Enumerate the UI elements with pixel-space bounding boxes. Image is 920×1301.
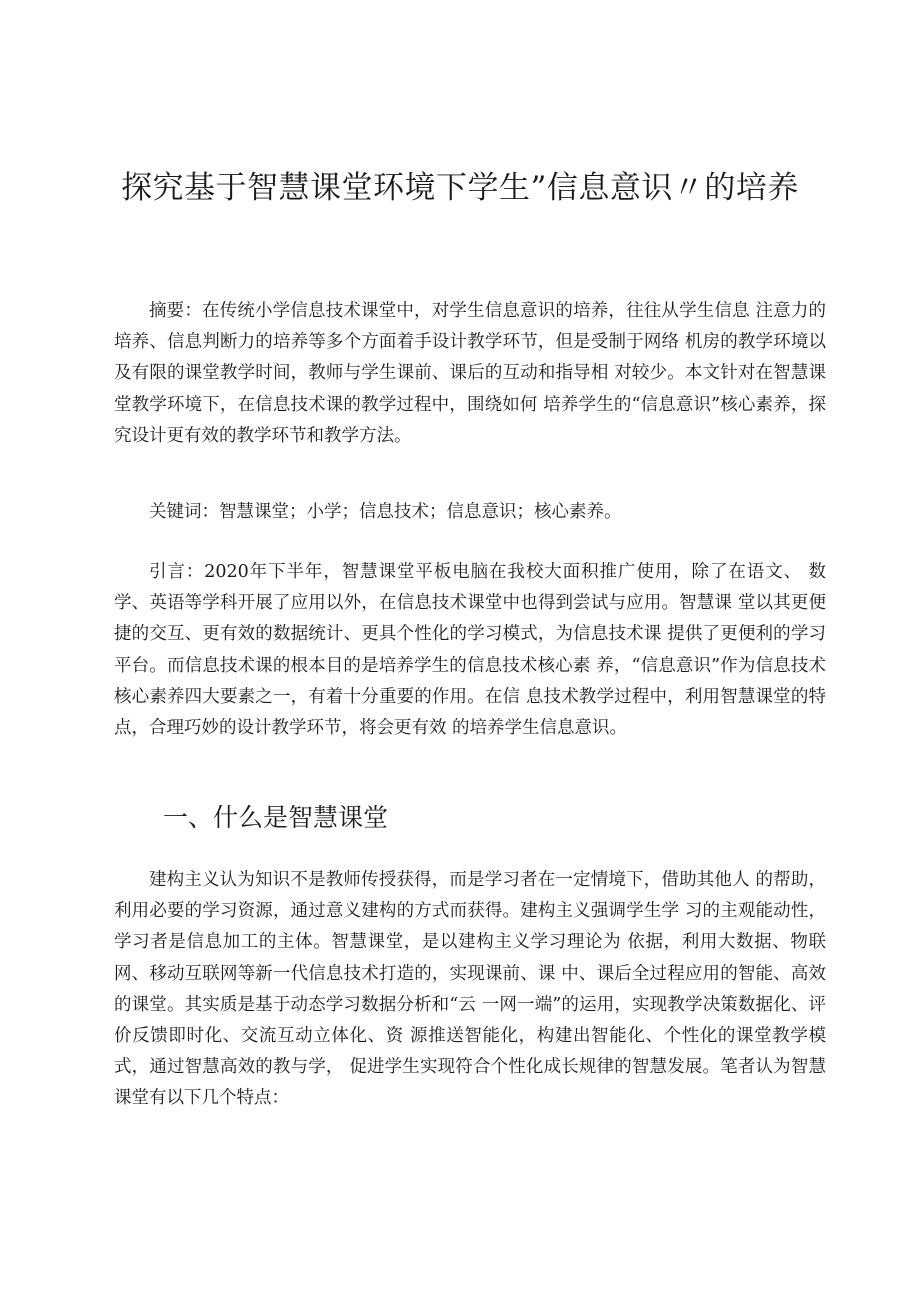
section-1-paragraph-1: 建构主义认为知识不是教师传授获得，而是学习者在一定情境下，借助其他人 的帮助，利用必要的学习资源，通过意义建构的方式而获得。建构主义强调学生学 习的主观能动性，学习者是信息加工的主体。智慧课堂，是以建构主义学习理论为 依据，利用大数据、物联网、移动互联网等新一代信息技术打造的，实现课前、课 中、课后全过程应用的智能、高效的课堂。其实质是基于动态学习数据分析和“云 一网一端”的运用，实现教学决策数据化、评价反馈即时化、交流互动立体化、资 源推送智能化，构建出智能化、个性化的课堂教学模式，通过智慧高效的教与学， 促进学生实现符合个性化成长规律的智慧发展。笔者认为智慧课堂有以下几个特点： — [114, 870, 826, 1109]
abstract-paragraph: 摘要：在传统小学信息技术课堂中，对学生信息意识的培养，往往从学生信息 注意力的培养、信息判断力的培养等多个方面着手设计教学环节，但是受制于网络 机房的教学环境以及有限的课堂教学时间，教师与学生课前、课后的互动和指导相 对较少。本文针对在智慧课堂教学环境下，在信息技术课的教学过程中，围绕如何 培养学生的“信息意识”核心素养，探究设计更有效的教学环节和教学方法。 — [114, 301, 826, 446]
keywords-paragraph: 关键词：智慧课堂；小学；信息技术；信息意识；核心素养。 — [149, 502, 622, 522]
intro-paragraph: 引言：2020年下半年，智慧课堂平板电脑在我校大面积推广使用，除了在语文、 数学、英语等学科开展了应用以外，在信息技术课堂中也得到尝试与应用。智慧课 堂以其更便捷的交互、更有效的数据统计、更具个性化的学习模式，为信息技术课 提供了更便利的学习平台。而信息技术课的根本目的是培养学生的信息技术核心素 养，“信息意识”作为信息技术核心素养四大要素之一，有着十分重要的作用。在信 息技术教学过程中，利用智慧课堂的特点，合理巧妙的设计教学环节，将会更有效 的培养学生信息意识。 — [114, 562, 826, 739]
section-heading-1: 一、什么是智慧课堂 — [163, 803, 389, 832]
document-title: 探究基于智慧课堂环境下学生”信息意识〃的培养 — [121, 170, 799, 206]
